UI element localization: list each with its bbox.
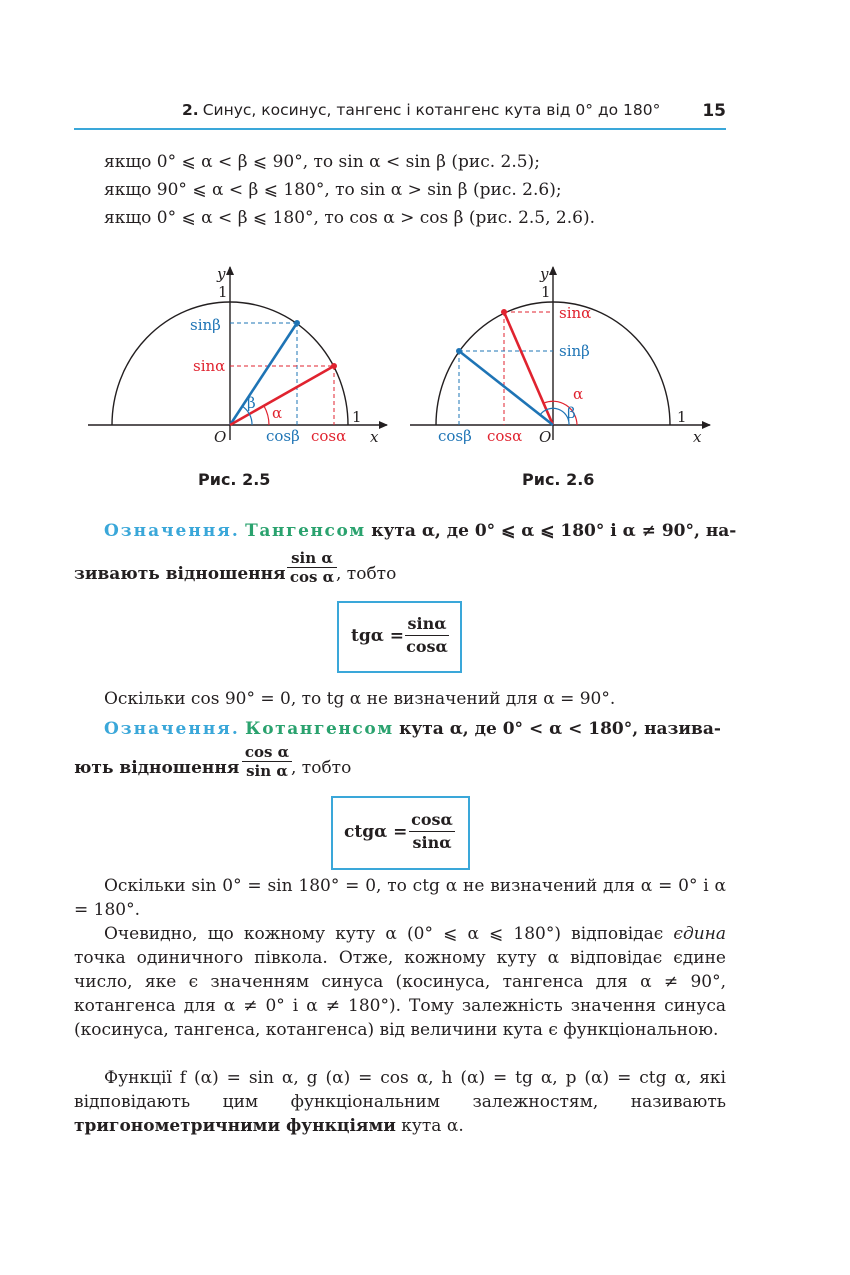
y-unit-label: 1 [541, 283, 551, 301]
beta-angle-label: β [247, 394, 256, 412]
tangent-definition-text: кута α, де 0° ⩽ α ⩽ 180° і α ≠ 90°, на- [371, 521, 737, 541]
cotangent-inline-fraction [242, 743, 292, 780]
paragraph-2-text [74, 1066, 726, 1138]
inequality-line-2: якщо 90° ⩽ α < β ⩽ 180°, то sin α > sin β (рис. 2.6); [104, 180, 562, 200]
alpha-angle-label: α [272, 404, 283, 422]
alpha-point [501, 309, 507, 315]
cotangent-definition-line-1 [104, 718, 721, 740]
x-unit-label: 1 [677, 408, 687, 426]
fraction-numerator: sin α [287, 549, 337, 568]
cotangent-definition-text: кута α, де 0° < α < 180°, назива- [399, 719, 721, 739]
cotangent-definition-line-2: ють відношення [74, 758, 240, 778]
tangent-formula-fraction [405, 613, 449, 658]
paragraph-1-end: точка одиничного півкола. Отже, кожному куту α відповідає єдине число, яке є значенням синуса (косинуса, тангенса для α ≠ 90°, котангенса для α ≠ 0° і α ≠ 180°). Тому залежність значення синуса (косинуса, тангенса, котангенса) від величини кута є функціональною. [74, 948, 726, 1040]
y-unit-label: 1 [218, 283, 228, 301]
formula-numerator: cosα [409, 809, 455, 832]
tangent-formula-box [337, 601, 462, 673]
sin-alpha-label: sinα [559, 304, 592, 322]
paragraph-1-start: Очевидно, що кожному куту α (0° ⩽ α ⩽ 180°) відповідає [104, 924, 674, 944]
inequality-line-3: якщо 0° ⩽ α < β ⩽ 180°, то cos α > cos β (рис. 2.5, 2.6). [104, 208, 595, 228]
sin-alpha-label: sinα [193, 357, 226, 375]
cos-beta-label: cosβ [266, 427, 300, 445]
formula-denominator: cosα [406, 637, 448, 656]
fraction-denominator: cos α [289, 568, 335, 586]
sin-beta-label: sinβ [190, 316, 221, 334]
cotangent-formula-lhs: ctgα = [344, 822, 408, 842]
alpha-radius [504, 312, 553, 425]
running-header [74, 101, 726, 127]
section-number: 2. [182, 101, 199, 119]
tangent-term: Тангенсом [245, 521, 366, 541]
beta-angle-label: β [567, 404, 576, 422]
figure-2-6-diagram [408, 262, 713, 447]
alpha-angle-label: α [573, 385, 584, 403]
formula-numerator: sinα [405, 613, 449, 636]
x-axis-label: x [370, 428, 379, 446]
figure-2-5-diagram [86, 262, 391, 447]
cos-alpha-label: cosα [311, 427, 347, 445]
cotangent-definition-tail: , тобто [291, 758, 352, 778]
figure-2-6-caption: Рис. 2.6 [522, 470, 595, 489]
paragraph-1-emphasis: єдина [673, 924, 726, 944]
page-number: 15 [702, 101, 726, 121]
figure-2-5 [86, 262, 391, 489]
header-rule [74, 128, 726, 130]
tangent-formula-lhs: tgα = [351, 626, 404, 646]
paragraph-functional-dependence [74, 922, 726, 1042]
beta-point [294, 320, 300, 326]
fraction-denominator: sin α [246, 762, 288, 780]
section-title [182, 101, 660, 119]
inequality-line-1: якщо 0° ⩽ α < β ⩽ 90°, то sin α < sin β (рис. 2.5); [104, 152, 540, 172]
paragraph-2-bold: тригонометричними функціями [74, 1116, 396, 1136]
x-axis-label: x [693, 428, 702, 446]
definition-label: Означення. [104, 521, 240, 541]
figure-2-5-caption: Рис. 2.5 [198, 470, 271, 489]
cotangent-formula-box [331, 796, 470, 870]
alpha-point [331, 363, 337, 369]
y-axis-label: y [217, 265, 226, 283]
cos-beta-label: cosβ [438, 427, 472, 445]
x-unit-label: 1 [352, 408, 362, 426]
cotangent-note [74, 874, 726, 922]
formula-denominator: sinα [412, 833, 452, 852]
definition-label: Означення. [104, 719, 240, 739]
tangent-inline-fraction [287, 549, 337, 586]
cotangent-note-text: Оскільки sin 0° = sin 180° = 0, то ctg α не визначений для α = 0° і α = 180°. [74, 876, 726, 920]
tangent-definition-tail: , тобто [336, 564, 397, 584]
tangent-note: Оскільки cos 90° = 0, то tg α не визначений для α = 90°. [104, 689, 616, 709]
beta-radius [459, 351, 553, 425]
section-title-text: Синус, косинус, тангенс і котангенс кута від 0° до 180° [202, 101, 661, 119]
paragraph-2-start: Функції f (α) = sin α, g (α) = cos α, h (α) = tg α, p (α) = ctg α, які відповідають цим функціональним залежностям, називають [74, 1068, 726, 1112]
cos-alpha-label: cosα [487, 427, 523, 445]
cotangent-term: Котангенсом [245, 719, 394, 739]
origin-label: O [539, 428, 552, 446]
figure-2-6 [408, 262, 713, 489]
paragraph-2-end: кута α. [395, 1116, 464, 1136]
fraction-numerator: cos α [242, 743, 292, 762]
tangent-definition-line-2: зивають відношення [74, 564, 286, 584]
tangent-definition-line-1 [104, 520, 736, 542]
beta-radius [230, 323, 297, 425]
sin-beta-label: sinβ [559, 342, 590, 360]
paragraph-1-text [74, 922, 726, 1042]
alpha-arc [264, 406, 269, 425]
origin-label: O [214, 428, 227, 446]
y-axis-label: y [540, 265, 549, 283]
paragraph-trig-functions [74, 1066, 726, 1138]
cotangent-formula-fraction [409, 809, 455, 854]
beta-point [456, 348, 462, 354]
